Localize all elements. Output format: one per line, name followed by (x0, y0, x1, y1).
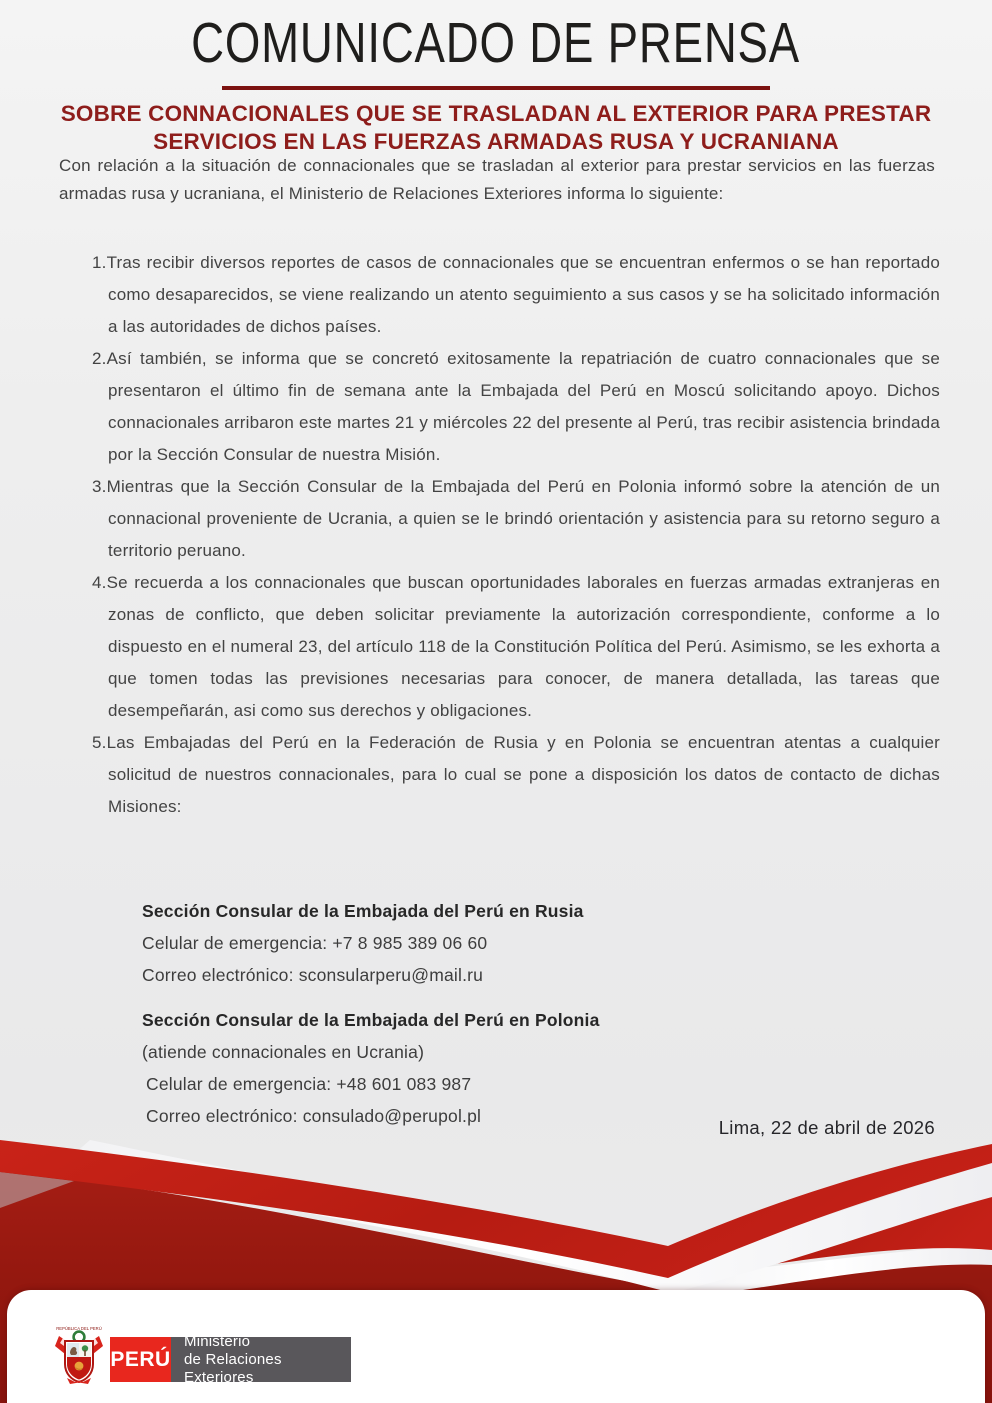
contact-email-poland: Correo electrónico: consulado@perupol.pl (146, 1106, 482, 1126)
intro-paragraph: Con relación a la situación de connacionales que se trasladan al exterior para prestar servicios en las fuerzas armadas rusa y ucraniana, el Ministerio de Relaciones Exteriores informa lo siguiente: (59, 156, 935, 203)
contact-phone-poland: Celular de emergencia: +48 601 083 987 (146, 1074, 472, 1094)
contact-info (142, 896, 782, 1132)
item-number: 1. (92, 253, 107, 272)
subtitle-line-2: SERVICIOS EN LAS FUERZAS ARMADAS RUSA Y UCRANIANA (153, 129, 839, 154)
list-item (92, 567, 940, 727)
header (0, 10, 992, 76)
contact-heading-poland: Sección Consular de la Embajada del Perú en Polonia (142, 1010, 600, 1030)
ministry-line-2: de Relaciones Exteriores (184, 1350, 282, 1386)
contact-phone-russia: Celular de emergencia: +7 8 985 389 06 60 (142, 933, 488, 953)
peru-coat-of-arms-icon (55, 1324, 103, 1386)
list-item (92, 247, 940, 343)
item-text: Así también, se informa que se concretó exitosamente la repatriación de cuatro connacionales que se presentaron el último fin de semana ante la Embajada del Perú en Moscú solicitando apoyo. Dichos connacionales arribaron este martes 21 y miércoles 22 del presente al Perú, tras recibir asistencia brindada por la Sección Consular de nuestra Misión. (106, 349, 940, 464)
item-number: 3. (92, 477, 107, 496)
contact-block-russia (142, 896, 782, 991)
peru-logo-text: PERÚ (110, 1347, 171, 1371)
page-title: COMUNICADO DE PRENSA (191, 11, 801, 75)
contact-block-poland (142, 1005, 782, 1132)
subtitle (0, 100, 992, 156)
item-number: 4. (92, 573, 107, 592)
contact-heading-russia: Sección Consular de la Embajada del Perú en Rusia (142, 901, 584, 921)
item-text: Se recuerda a los connacionales que buscan oportunidades laborales en fuerzas armadas extranjeras en zonas de conflicto, que deben solicitar previamente la autorización correspondiente, conforme a lo dispuesto en el numeral 23, del artículo 118 de la Constitución Política del Perú. Asimismo, se les exhorta a que tomen todas las previsiones necesarias para conocer, de manera detallada, las tareas que desempeñarán, asi como sus derechos y obligaciones. (106, 573, 940, 720)
item-number: 2. (92, 349, 107, 368)
contact-note-poland: (atiende connacionales en Ucrania) (142, 1042, 425, 1062)
list-item (92, 727, 940, 823)
dateline: Lima, 22 de abril de 2026 (718, 1117, 935, 1138)
list-item (92, 343, 940, 471)
peru-logo-box (110, 1337, 171, 1382)
subtitle-line-1: SOBRE CONNACIONALES QUE SE TRASLADAN AL EXTERIOR PARA PRESTAR (60, 101, 932, 126)
item-text: Las Embajadas del Perú en la Federación de Rusia y en Polonia se encuentran atentas a cualquier solicitud de nuestros connacionales, para lo cual se pone a disposición los datos de contacto de dichas Misiones: (106, 733, 940, 816)
item-number: 5. (92, 733, 107, 752)
numbered-list (92, 247, 940, 823)
title-divider (222, 86, 770, 90)
item-text: Mientras que la Sección Consular de la Embajada del Perú en Polonia informó sobre la atención de un connacional proveniente de Ucrania, a quien se le brindó orientación y asistencia para su retorno seguro a territorio peruano. (106, 477, 940, 560)
list-item (92, 471, 940, 567)
coat-arc-text: REPÚBLICA DEL PERÚ (56, 1326, 102, 1331)
ministry-line-1: Ministerio (184, 1332, 251, 1350)
contact-email-russia: Correo electrónico: sconsularperu@mail.ru (142, 965, 484, 985)
item-text: Tras recibir diversos reportes de casos de connacionales que se encuentran enfermos o se han reportado como desaparecidos, se viene realizando un atento seguimiento a sus casos y se ha solicitado información a las autoridades de dichos países. (106, 253, 940, 336)
ministry-logo-box (171, 1332, 351, 1386)
